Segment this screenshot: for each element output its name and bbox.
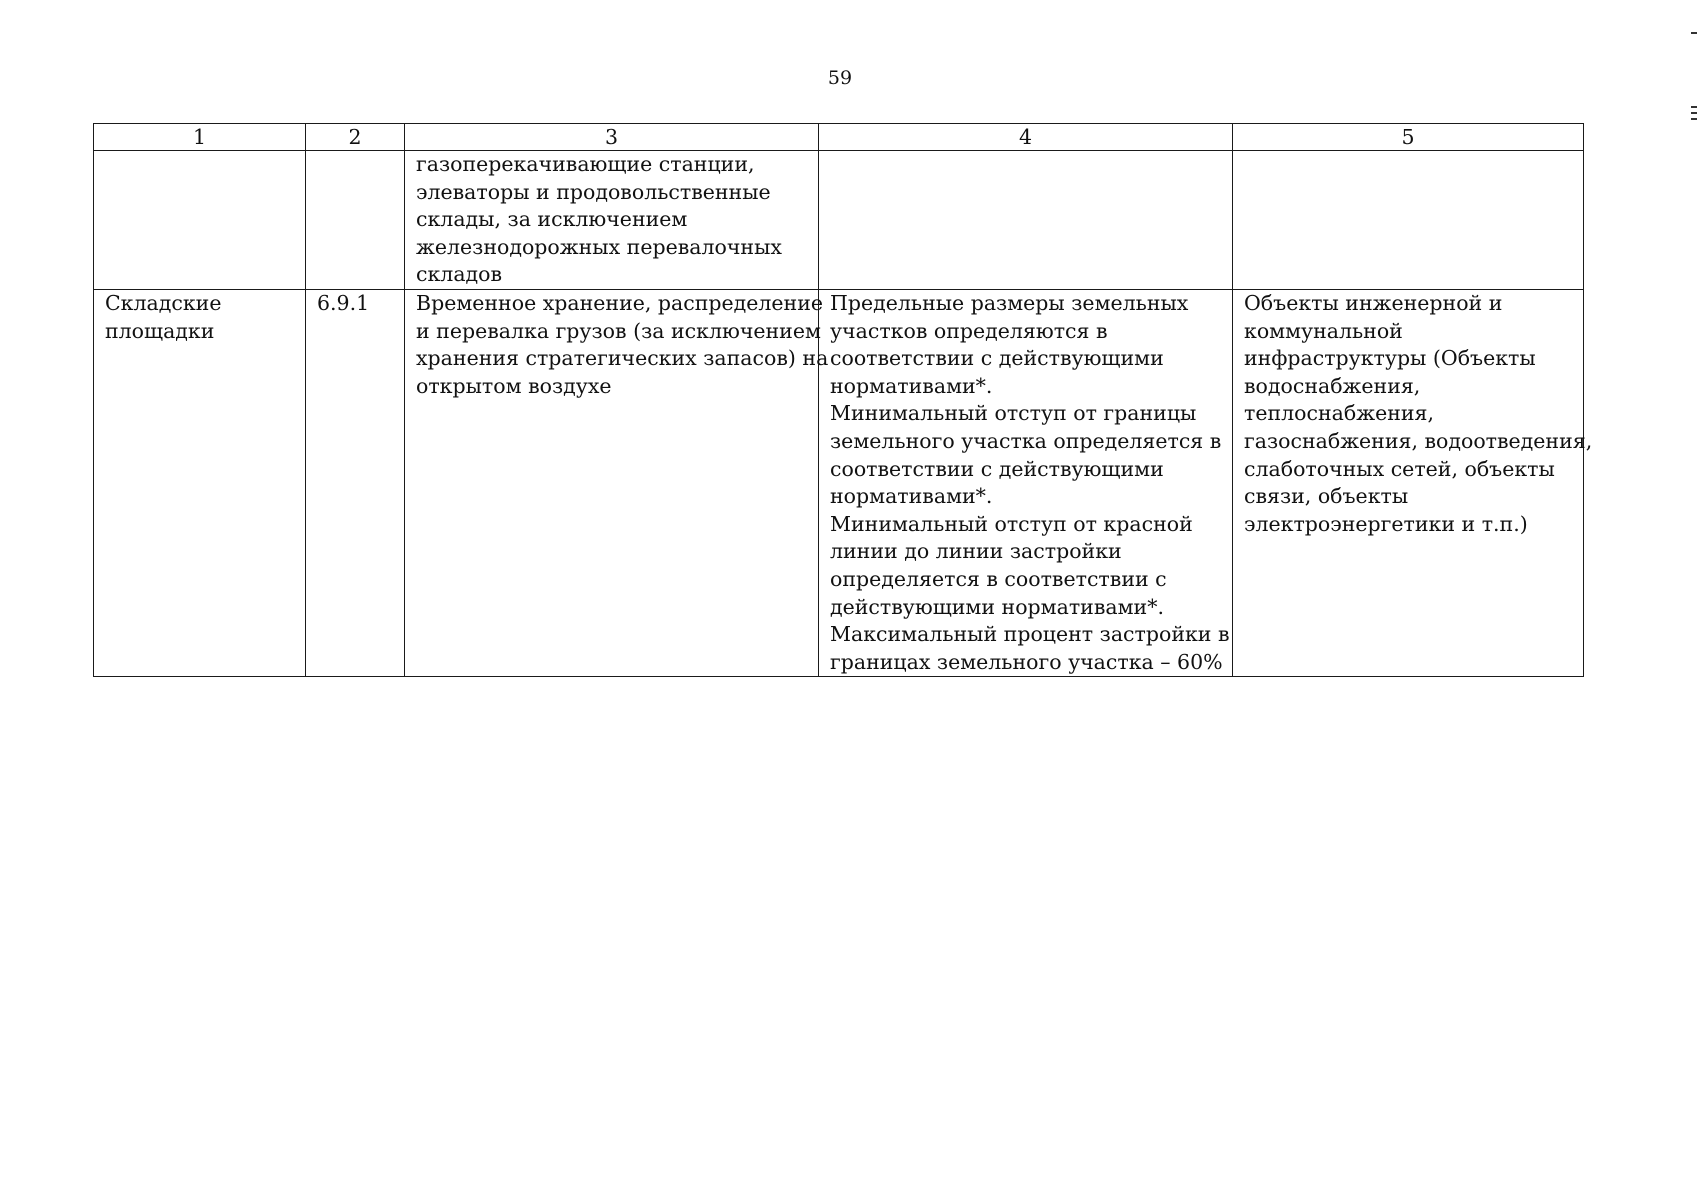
text-line: соответствии с действующими [830,456,1164,481]
scan-edge-mark [1691,118,1697,120]
page-number: 59 [827,67,853,89]
text-line: Максимальный процент застройки в [830,622,1230,647]
scan-edge-mark [1691,106,1697,108]
text-line: площадки [105,318,215,343]
header-cell-3: 3 [405,124,819,151]
table-header-row [94,124,1584,151]
continuation-cell-5 [1233,151,1584,290]
header-cell-5: 5 [1233,124,1584,151]
table-row-warehouse-sites [94,289,1584,676]
scan-edge-mark [1691,112,1697,114]
text-line: инфраструктуры (Объекты [1244,346,1536,371]
text-line: газоперекачивающие станции, [416,152,755,176]
zoning-table [93,123,1593,677]
text-line: газоснабжения, водоотведения, [1244,428,1593,453]
text-line: Складские [105,290,222,315]
text-line: складов [416,262,503,287]
land-use-name-cell [94,289,306,676]
auxiliary-uses-cell [1233,289,1593,676]
table-row-continuation [94,151,1584,290]
text-line: железнодорожных перевалочных [416,234,782,259]
text-line: границах земельного участка – 60% [830,649,1223,674]
text-line: Объекты инженерной и [1244,290,1503,315]
text-line: открытом воздухе [416,373,612,398]
text-line: линии до линии застройки [830,539,1122,564]
land-use-code-cell: 6.9.1 [306,289,405,676]
text-line: действующими нормативами*. [830,594,1164,619]
text-line: земельного участка определяется в [830,428,1222,453]
continuation-cell-1 [94,151,306,290]
continuation-cell-4 [819,151,1233,290]
text-line: электроэнергетики и т.п.) [1244,511,1528,536]
land-use-description-cell [405,289,829,676]
text-line: нормативами*. [830,373,993,398]
text-line: коммунальной [1244,318,1403,343]
text-line: Предельные размеры земельных [830,290,1189,315]
text-line: теплоснабжения, [1244,401,1434,426]
header-cell-4: 4 [819,124,1233,151]
scan-edge-mark [1691,32,1697,34]
text-line: участков определяются в [830,318,1108,343]
text-line: определяется в соответствии с [830,566,1167,591]
text-line: и перевалка грузов (за исключением [416,318,821,343]
text-line: Минимальный отступ от красной [830,511,1193,536]
text-line: слаботочных сетей, объекты [1244,456,1555,481]
text-line: склады, за исключением [416,207,688,232]
text-line: элеваторы и продовольственные [416,179,771,204]
parameters-cell [819,289,1233,676]
text-line: Временное хранение, распределение [416,290,824,315]
text-line: водоснабжения, [1244,373,1421,398]
header-cell-2: 2 [306,124,405,151]
continuation-cell-3 [405,151,819,290]
text-line: хранения стратегических запасов) на [416,346,829,371]
header-cell-1: 1 [94,124,306,151]
text-line: связи, объекты [1244,484,1409,509]
text-line: Минимальный отступ от границы [830,401,1197,426]
continuation-cell-2 [306,151,405,290]
text-line: соответствии с действующими [830,346,1164,371]
text-line: нормативами*. [830,484,993,509]
